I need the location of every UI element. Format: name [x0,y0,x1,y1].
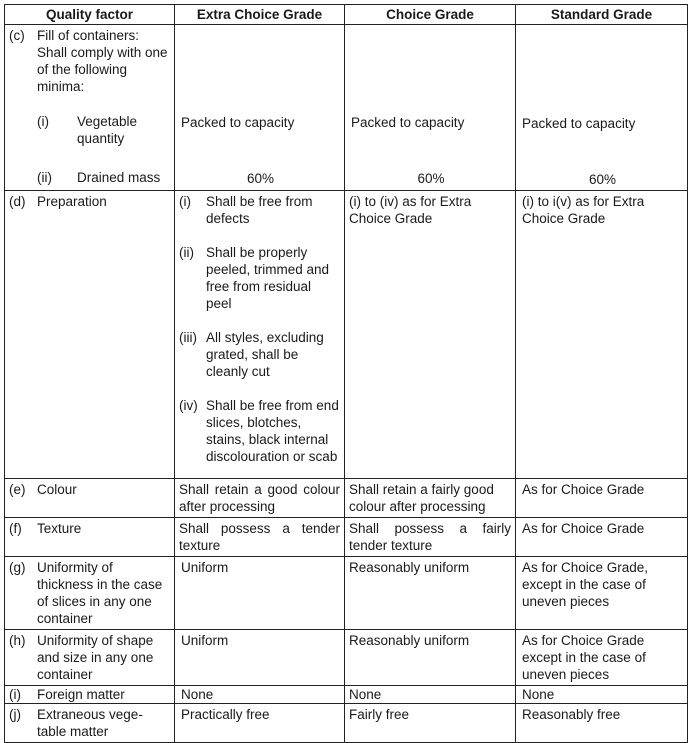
choice-drained-mass: 60% [417,171,445,186]
extra-fill-capacity: Packed to capacity [181,115,295,130]
cell-choice-c [345,25,516,191]
cell-quality-c [5,25,175,191]
row-text: Preparation [37,194,107,209]
list-item: (i) Shall be free from defects [179,194,313,226]
table-row-d [5,191,688,479]
cell-extra-c [175,25,345,191]
cell-standard-d: (i) to i(v) as for Extra Choice Grade [516,191,688,479]
row-text: Fill of containers: Shall comply with one of the following minima: [37,28,168,94]
standard-fill-capacity: Packed to capacity [522,116,636,131]
list-item: (ii) Shall be properly peeled, trimmed and free from residual peel [179,245,330,311]
cell-standard-f: As for Choice Grade [516,518,688,557]
row-label: (f) [9,521,22,536]
row-text: Texture [37,521,82,536]
cell-extra-f: Shall possess a tender texture [175,518,345,557]
cell-quality-h [5,630,175,686]
table-row-i [5,686,688,704]
header-extra-choice: Extra Choice Grade [175,5,345,25]
cell-choice-j: Fairly free [345,704,516,743]
choice-fill-capacity: Packed to capacity [351,115,465,130]
cell-standard-h: As for Choice Grade except in the case of uneven pieces [516,630,688,686]
table-row-g [5,557,688,630]
cell-choice-i: None [345,686,516,704]
cell-quality-j [5,704,175,743]
cell-extra-h: Uniform [175,630,345,686]
header-choice: Choice Grade [345,5,516,25]
cell-extra-j: Practically free [175,704,345,743]
cell-choice-e: Shall retain a fairly good colour after processing [345,479,516,518]
cell-choice-f: Shall possess a fairly tender texture [345,518,516,557]
sub-text: Vegetable quantity [77,114,138,146]
cell-extra-g: Uniform [175,557,345,630]
cell-quality-f [5,518,175,557]
cell-standard-i: None [516,686,688,704]
cell-choice-g: Reasonably uniform [345,557,516,630]
row-text: Uniformity of thickness in the case of slices in any one container [37,560,163,626]
row-label: (d) [9,194,26,209]
row-text: Foreign matter [37,687,125,702]
cell-quality-i [5,686,175,704]
row-label: (c) [9,28,25,43]
table-row-f [5,518,688,557]
header-row [5,5,688,25]
list-item: (iv) Shall be free from end slices, blotches, stains, black internal discolouration or scab [179,398,339,464]
sub-label: (i) [37,114,49,129]
cell-standard-g: As for Choice Grade, except in the case of uneven pieces [516,557,688,630]
cell-extra-e: Shall retain a good colour after processing [175,479,345,518]
cell-extra-i: None [175,686,345,704]
cell-choice-d: (i) to (iv) as for Extra Choice Grade [345,191,516,479]
cell-standard-c [516,25,688,191]
table-row-h [5,630,688,686]
cell-extra-d [175,191,345,479]
row-label: (g) [9,560,26,575]
row-label: (j) [9,707,21,722]
row-text: Extraneous vege-table matter [37,707,143,739]
row-label: (i) [9,687,21,702]
sub-text: Drained mass [77,170,161,185]
standard-drained-mass: 60% [588,172,617,187]
sub-label: (ii) [37,170,52,185]
table-row-e [5,479,688,518]
extra-drained-mass: 60% [246,171,275,186]
table-row-j [5,704,688,743]
row-label: (e) [9,482,26,497]
header-standard: Standard Grade [516,5,688,25]
cell-choice-h: Reasonably uniform [345,630,516,686]
header-quality-factor: Quality factor [5,5,175,25]
row-text: Colour [37,482,77,497]
table-row-c [5,25,688,191]
cell-quality-e [5,479,175,518]
cell-standard-j: Reasonably free [516,704,688,743]
quality-factor-table [4,4,688,743]
list-item: (iii) All styles, excluding grated, shall be cleanly cut [179,330,324,379]
cell-quality-g [5,557,175,630]
row-label: (h) [9,633,26,648]
cell-standard-e: As for Choice Grade [516,479,688,518]
cell-quality-d [5,191,175,479]
row-text: Uniformity of shape and size in any one container [37,633,154,682]
